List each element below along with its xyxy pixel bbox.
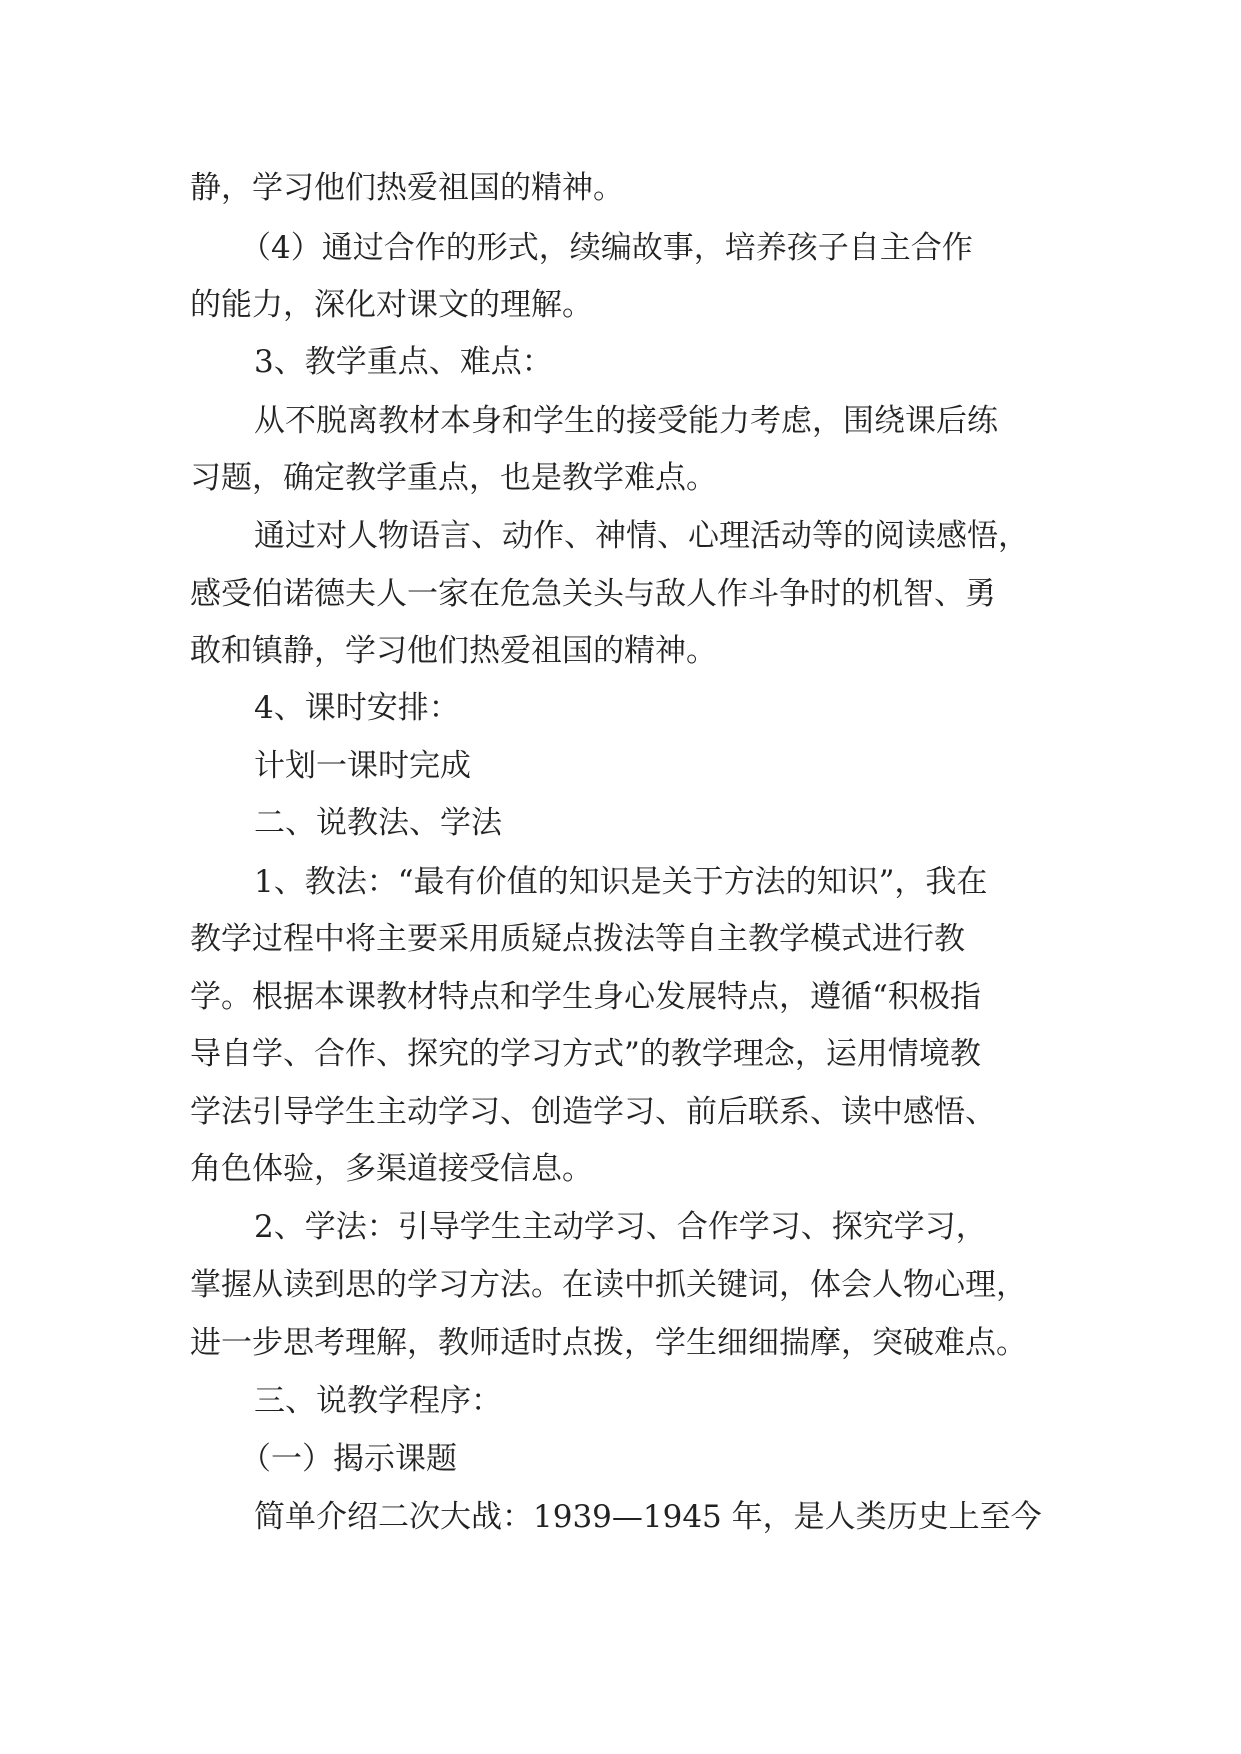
text-line: 进一步思考理解，教师适时点拨，学生细细揣摩，突破难点。 — [190, 1325, 1027, 1361]
text-line: 角色体验，多渠道接受信息。 — [190, 1151, 593, 1187]
text-line: 导自学、合作、探究的学习方式”的教学理念，运用情境教 — [190, 1036, 981, 1072]
text-line: 教学过程中将主要采用质疑点拨法等自主教学模式进行教 — [190, 921, 965, 957]
text-line: 感受伯诺德夫人一家在危急关头与敌人作斗争时的机智、勇 — [190, 576, 996, 612]
text-line: 掌握从读到思的学习方法。在读中抓关键词，体会人物心理， — [190, 1267, 1027, 1303]
text-line: 学。根据本课教材特点和学生身心发展特点，遵循“积极指 — [190, 979, 981, 1015]
text-line: 敢和镇静，学习他们热爱祖国的精神。 — [190, 633, 717, 669]
section-heading: 二、说教法、学法 — [254, 805, 502, 841]
text-line: 的能力，深化对课文的理解。 — [190, 287, 593, 323]
text-line: 2、学法：引导学生主动学习、合作学习、探究学习， — [254, 1209, 987, 1245]
text-line: 从不脱离教材本身和学生的接受能力考虑，围绕课后练 — [254, 403, 998, 439]
section-heading: 三、说教学程序： — [254, 1383, 502, 1419]
text-line: 通过对人物语言、动作、神情、心理活动等的阅读感悟， — [254, 518, 1029, 554]
text-line: （4）通过合作的形式，续编故事，培养孩子自主合作 — [240, 230, 973, 266]
text-line: 学法引导学生主动学习、创造学习、前后联系、读中感悟、 — [190, 1094, 996, 1130]
text-line: 习题，确定教学重点，也是教学难点。 — [190, 460, 717, 496]
text-line: 1、教法：“最有价值的知识是关于方法的知识”，我在 — [254, 864, 988, 900]
text-line: 计划一课时完成 — [254, 748, 471, 784]
section-heading: 3、教学重点、难点： — [254, 344, 553, 380]
text-line: 静，学习他们热爱祖国的精神。 — [190, 170, 624, 206]
section-heading: （一）揭示课题 — [240, 1441, 457, 1477]
text-line: 简单介绍二次大战：1939—1945 年，是人类历史上至今 — [254, 1499, 1042, 1535]
section-heading: 4、课时安排： — [254, 690, 460, 726]
